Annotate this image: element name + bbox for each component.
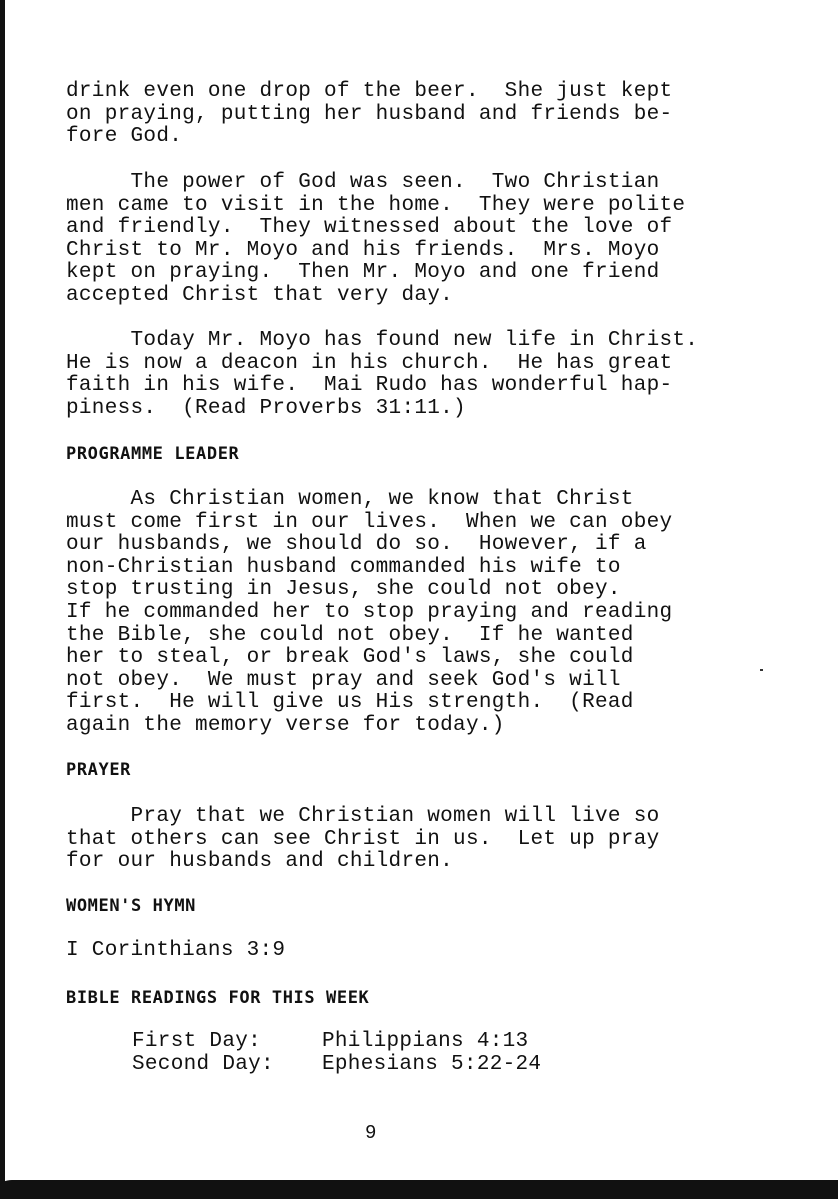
paragraph-power-of-god: The power of God was seen. Two Christian men came to visit in the home. They were polite and friendly. They witnessed about the love of Christ to Mr. Moyo and his friends. Mrs. Moyo kept on praying. Then Mr. Moyo and one friend accepted Christ that very day. xyxy=(66,171,686,307)
reading-reference: Ephesians 5:22-24 xyxy=(322,1052,542,1076)
reading-row xyxy=(132,1054,652,1077)
paragraph-christian-women: As Christian women, we know that Christ must come first in our lives. When we can obey our husbands, we should do so. However, if a non-Christian husband commanded his wife to stop trusting in Jesus, she could not obey. If he commanded her to stop praying and reading the Bible, she could not obey. If he wanted her to steal, or break God's laws, she could not obey. We must pray and seek God's will first. He will give us His strength. (Read again the memory verse for today.) xyxy=(66,488,673,737)
paragraph-new-life: Today Mr. Moyo has found new life in Christ. He is now a deacon in his church. He has great faith in his wife. Mai Rudo has wonderful hap- piness. (Read Proverbs 31:11.) xyxy=(66,329,699,420)
reading-day: Second Day: xyxy=(132,1052,274,1076)
scan-edge-bottom xyxy=(0,1180,838,1199)
reading-reference: Philippians 4:13 xyxy=(322,1030,529,1053)
paragraph-prayer: Pray that we Christian women will live so that others can see Christ in us. Let up pray for our husbands and children. xyxy=(66,805,660,874)
scan-speck xyxy=(760,669,763,671)
heading-programme-leader: PROGRAMME LEADER xyxy=(66,444,240,464)
paragraph-beer: drink even one drop of the beer. She just kept on praying, putting her husband and friends be- fore God. xyxy=(66,80,673,149)
heading-womens-hymn: WOMEN'S HYMN xyxy=(66,896,197,916)
heading-bible-readings: BIBLE READINGS FOR THIS WEEK xyxy=(66,988,370,1008)
reading-row xyxy=(132,1031,652,1054)
page-number: 9 xyxy=(365,1122,377,1144)
hymn-reference: I Corinthians 3:9 xyxy=(66,939,286,962)
scan-edge-left xyxy=(0,0,5,1199)
heading-prayer: PRAYER xyxy=(66,760,132,780)
reading-day: First Day: xyxy=(132,1030,262,1053)
bible-readings-list xyxy=(132,1031,652,1076)
